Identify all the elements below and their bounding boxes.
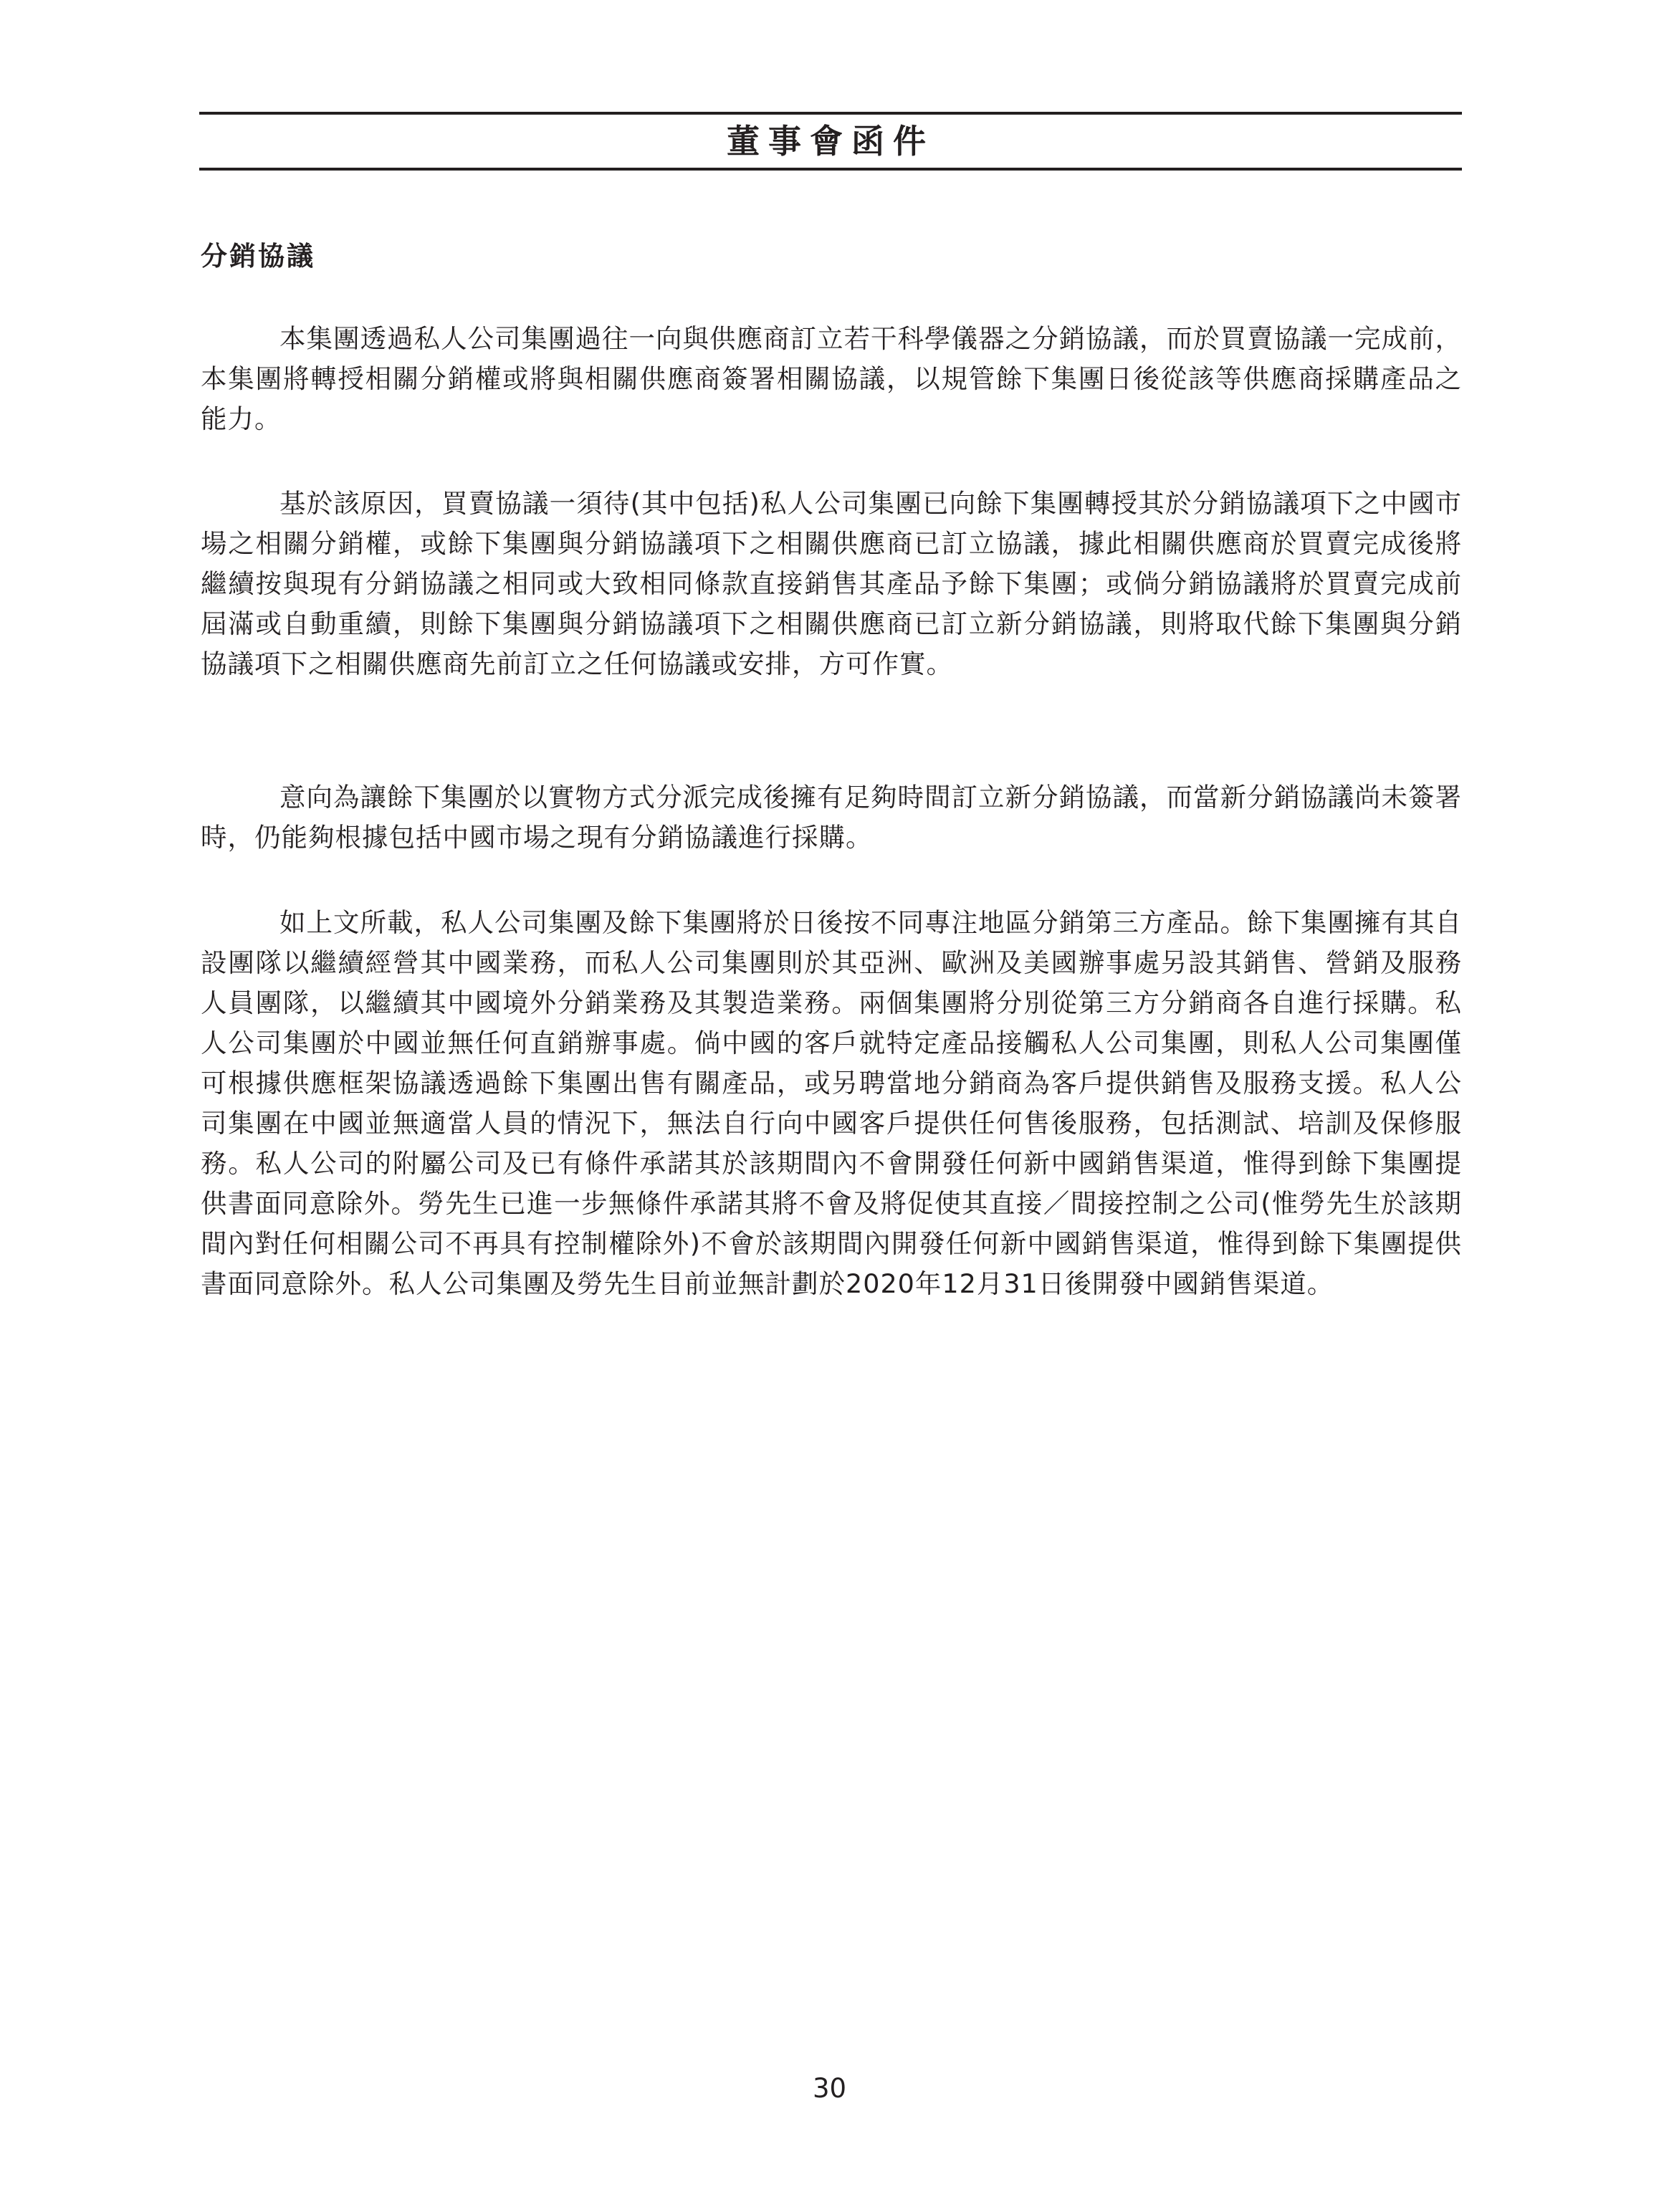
page-title: 董事會函件 (727, 122, 934, 161)
paragraph: 如上文所載，私人公司集團及餘下集團將於日後按不同專注地區分銷第三方產品。餘下集團擁有其自設團隊以繼續經營其中國業務，而私人公司集團則於其亞洲、歐洲及美國辦事處另設其銷售、營銷及服務人員團隊，以繼續其中國境外分銷業務及其製造業務。兩個集團將分別從第三方分銷商各自進行採購。私人公司集團於中國並無任何直銷辦事處。倘中國的客戶就特定產品接觸私人公司集團，則私人公司集團僅可根據供應框架協議透過餘下集團出售有關產品，或另聘當地分銷商為客戶提供銷售及服務支援。私人公司集團在中國並無適當人員的情況下，無法自行向中國客戶提供任何售後服務，包括測試、培訓及保修服務。私人公司的附屬公司及已有條件承諾其於該期間內不會開發任何新中國銷售渠道，惟得到餘下集團提供書面同意除外。勞先生已進一步無條件承諾其將不會及將促使其直接／間接控制之公司(惟勞先生於該期間內對任何相關公司不再具有控制權除外)不會於該期間內開發任何新中國銷售渠道，惟得到餘下集團提供書面同意除外。私人公司集團及勞先生目前並無計劃於2020年12月31日後開發中國銷售渠道。 (201, 907, 1462, 1299)
paragraph: 意向為讓餘下集團於以實物方式分派完成後擁有足夠時間訂立新分銷協議，而當新分銷協議尚未簽署時，仍能夠根據包括中國市場之現有分銷協議進行採購。 (201, 782, 1462, 853)
section-heading: 分銷協議 (201, 241, 315, 272)
paragraph: 基於該原因，買賣協議一須待(其中包括)私人公司集團已向餘下集團轉授其於分銷協議項下之中國市場之相關分銷權，或餘下集團與分銷協議項下之相關供應商已訂立協議，據此相關供應商於買賣完成後將繼續按與現有分銷協議之相同或大致相同條款直接銷售其產品予餘下集團；或倘分銷協議將於買賣完成前屆滿或自動重續，則餘下集團與分銷協議項下之相關供應商已訂立新分銷協議，則將取代餘下集團與分銷協議項下之相關供應商先前訂立之任何協議或安排，方可作實。 (201, 488, 1462, 679)
page-number: 30 (812, 2073, 847, 2104)
header-top-rule (199, 112, 1462, 115)
paragraph: 本集團透過私人公司集團過往一向與供應商訂立若干科學儀器之分銷協議，而於買賣協議一完成前，本集團將轉授相關分銷權或將與相關供應商簽署相關協議，以規管餘下集團日後從該等供應商採購產品之能力。 (201, 323, 1462, 434)
header-bottom-rule (199, 168, 1462, 171)
